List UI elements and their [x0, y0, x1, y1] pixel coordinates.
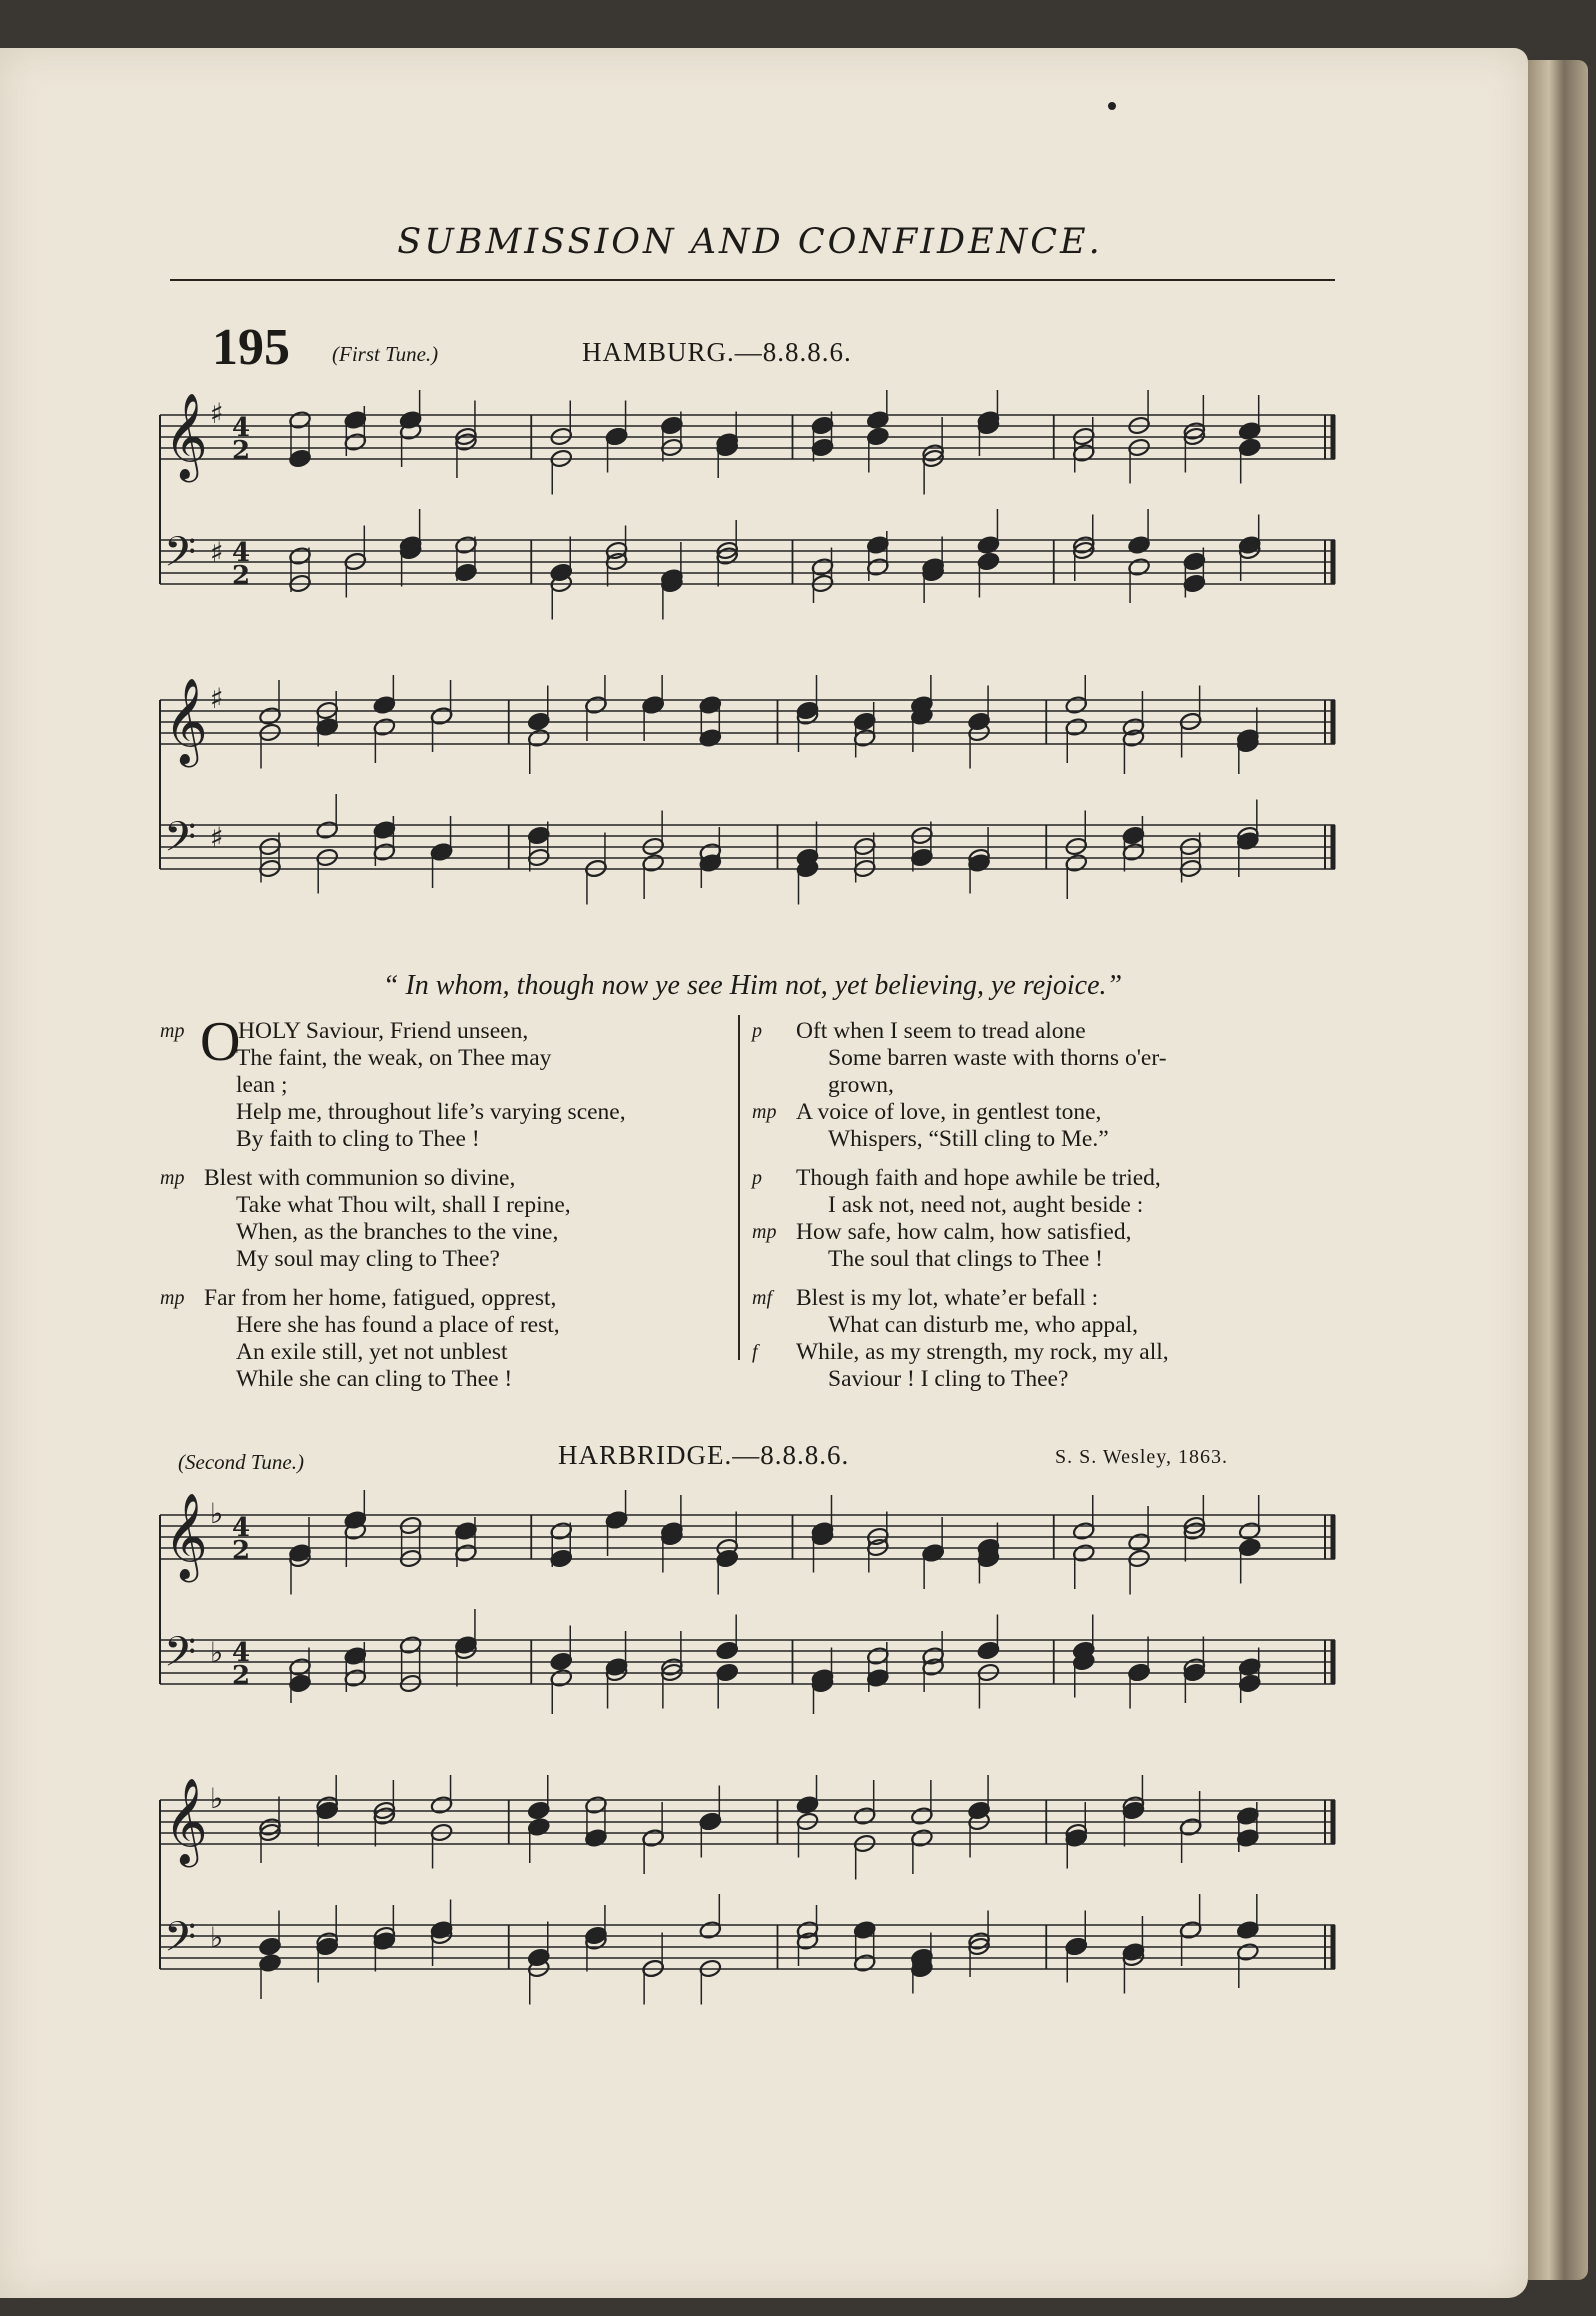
- bass-staff: [160, 1640, 1335, 1684]
- verse-text: Blest is my lot, whate’er befall :: [796, 1285, 1099, 1311]
- header-rule: [170, 279, 1335, 281]
- stanza: [752, 1285, 1352, 1393]
- second-tune-name: HARBRIDGE.—8.8.8.6.: [558, 1440, 850, 1470]
- dynamic-mark: p: [752, 1020, 762, 1042]
- verse-text: Take what Thou wilt, shall I repine,: [236, 1192, 571, 1218]
- sharp-icon: ♯: [210, 682, 224, 715]
- page-edges: [1528, 60, 1588, 2280]
- verse-line: [752, 1099, 1352, 1126]
- verse-text: What can disturb me, who appal,: [828, 1312, 1138, 1338]
- bass-clef-icon: 𝄢: [164, 1628, 197, 1686]
- verse-line: [160, 1339, 720, 1366]
- music-system: [150, 675, 1340, 945]
- time-signature-top: 4: [232, 413, 251, 443]
- composer-credit: S. S. Wesley, 1863.: [1055, 1446, 1228, 1468]
- running-head: SUBMISSION AND CONFIDENCE.: [397, 222, 1103, 262]
- verse-line: [160, 1099, 720, 1126]
- verse-text: I ask not, need not, aught beside :: [828, 1192, 1144, 1218]
- verse-text: HOLY Saviour, Friend unseen,: [238, 1018, 529, 1044]
- first-tune-label: (First Tune.): [332, 342, 439, 366]
- flat-icon: ♭: [210, 1921, 224, 1954]
- music-system: [150, 390, 1340, 660]
- verse-line: [160, 1126, 720, 1153]
- ink-spot: [1108, 102, 1116, 110]
- stanza: [752, 1018, 1352, 1153]
- dynamic-mark: mp: [160, 1287, 185, 1309]
- verse-line: [752, 1339, 1352, 1366]
- column-divider: [738, 1015, 740, 1360]
- drop-cap: O: [200, 1011, 241, 1073]
- verse-line: [752, 1126, 1352, 1153]
- verse-line: [752, 1072, 1352, 1099]
- verse-line: [160, 1246, 720, 1273]
- verse-line: [752, 1366, 1352, 1393]
- verse-text: My soul may cling to Thee?: [236, 1246, 500, 1272]
- verse-line: [752, 1165, 1352, 1192]
- bass-clef-icon: 𝄢: [164, 813, 197, 871]
- verse-line: [160, 1366, 720, 1393]
- treble-clef-icon: 𝄞: [164, 393, 208, 479]
- dynamic-mark: mp: [160, 1167, 185, 1189]
- verse-line: [752, 1285, 1352, 1312]
- flat-icon: ♭: [210, 1497, 224, 1530]
- music-system: [150, 1490, 1340, 1760]
- time-signature-bottom: 2: [232, 1536, 251, 1566]
- hymn-number: 195: [212, 319, 290, 376]
- verse-text: Far from her home, fatigued, opprest,: [204, 1285, 557, 1311]
- verse-line: [752, 1192, 1352, 1219]
- verse-text: lean ;: [236, 1072, 288, 1098]
- dynamic-mark: p: [752, 1167, 762, 1189]
- verse-line: [160, 1219, 720, 1246]
- verse-line: [752, 1219, 1352, 1246]
- verse-line: [752, 1018, 1352, 1045]
- time-signature-top: 4: [232, 1638, 251, 1668]
- second-tune-label: (Second Tune.): [178, 1450, 304, 1474]
- music-system: [150, 1775, 1340, 2045]
- dynamic-mark: mf: [752, 1287, 772, 1309]
- verse-line: [160, 1165, 720, 1192]
- verse-line: [752, 1045, 1352, 1072]
- verse-text: Oft when I seem to tread alone: [796, 1018, 1086, 1044]
- verse-line: [160, 1285, 720, 1312]
- verses-right-column: [752, 1018, 1352, 1405]
- verse-text: Some barren waste with thorns o'er-: [828, 1045, 1167, 1071]
- verse-line: [160, 1045, 720, 1072]
- flat-icon: ♭: [210, 1782, 224, 1815]
- bass-staff: [160, 540, 1335, 584]
- verse-text: Saviour ! I cling to Thee?: [828, 1366, 1069, 1392]
- dynamic-mark: mp: [752, 1221, 777, 1243]
- verse-text: While she can cling to Thee !: [236, 1366, 513, 1392]
- treble-clef-icon: 𝄞: [164, 1493, 208, 1579]
- time-signature-bottom: 2: [232, 436, 251, 466]
- stanza: [160, 1165, 720, 1273]
- verse-text: An exile still, yet not unblest: [236, 1339, 508, 1365]
- verse-line: [752, 1312, 1352, 1339]
- verse-text: Help me, throughout life’s varying scene,: [236, 1099, 626, 1125]
- time-signature-top: 4: [232, 1513, 251, 1543]
- time-signature-bottom: 2: [232, 1661, 251, 1691]
- verse-text: Here she has found a place of rest,: [236, 1312, 560, 1338]
- treble-staff: [160, 1515, 1335, 1559]
- sharp-icon: ♯: [210, 397, 224, 430]
- verses-left-column: [160, 1011, 720, 1405]
- verse-text: The faint, the weak, on Thee may: [236, 1045, 552, 1071]
- verse-line: [160, 1072, 720, 1099]
- verse-text: While, as my strength, my rock, my all,: [796, 1339, 1169, 1365]
- dynamic-mark: mp: [752, 1101, 777, 1123]
- verse-text: grown,: [828, 1072, 894, 1098]
- verse-text: Though faith and hope awhile be tried,: [796, 1165, 1161, 1191]
- dynamic-mark: mp: [160, 1020, 185, 1042]
- epigraph: “ In whom, though now ye see Him not, yet believing, ye rejoice.”: [382, 970, 1123, 1001]
- treble-clef-icon: 𝄞: [164, 1778, 208, 1864]
- bass-clef-icon: 𝄢: [164, 1913, 197, 1971]
- bass-clef-icon: 𝄢: [164, 528, 197, 586]
- sharp-icon: ♯: [210, 821, 224, 854]
- sharp-icon: ♯: [210, 536, 224, 569]
- stanza: [752, 1165, 1352, 1273]
- verse-text: Whispers, “Still cling to Me.”: [828, 1126, 1109, 1152]
- first-tune-name: HAMBURG.—8.8.8.6.: [582, 337, 852, 367]
- time-signature-top: 4: [232, 538, 251, 568]
- verse-text: A voice of love, in gentlest tone,: [796, 1099, 1102, 1125]
- verse-text: By faith to cling to Thee !: [236, 1126, 480, 1152]
- verse-text: How safe, how calm, how satisfied,: [796, 1219, 1132, 1245]
- treble-clef-icon: 𝄞: [164, 678, 208, 764]
- treble-staff: [160, 415, 1335, 459]
- stanza: [160, 1285, 720, 1393]
- flat-icon: ♭: [210, 1636, 224, 1669]
- time-signature-bottom: 2: [232, 561, 251, 591]
- verse-text: The soul that clings to Thee !: [828, 1246, 1103, 1272]
- verse-text: When, as the branches to the vine,: [236, 1219, 559, 1245]
- verse-line: [160, 1312, 720, 1339]
- verse-text: Blest with communion so divine,: [204, 1165, 516, 1191]
- verse-line: [752, 1246, 1352, 1273]
- verse-line: [160, 1192, 720, 1219]
- stanza: [160, 1011, 720, 1153]
- dynamic-mark: f: [752, 1341, 758, 1363]
